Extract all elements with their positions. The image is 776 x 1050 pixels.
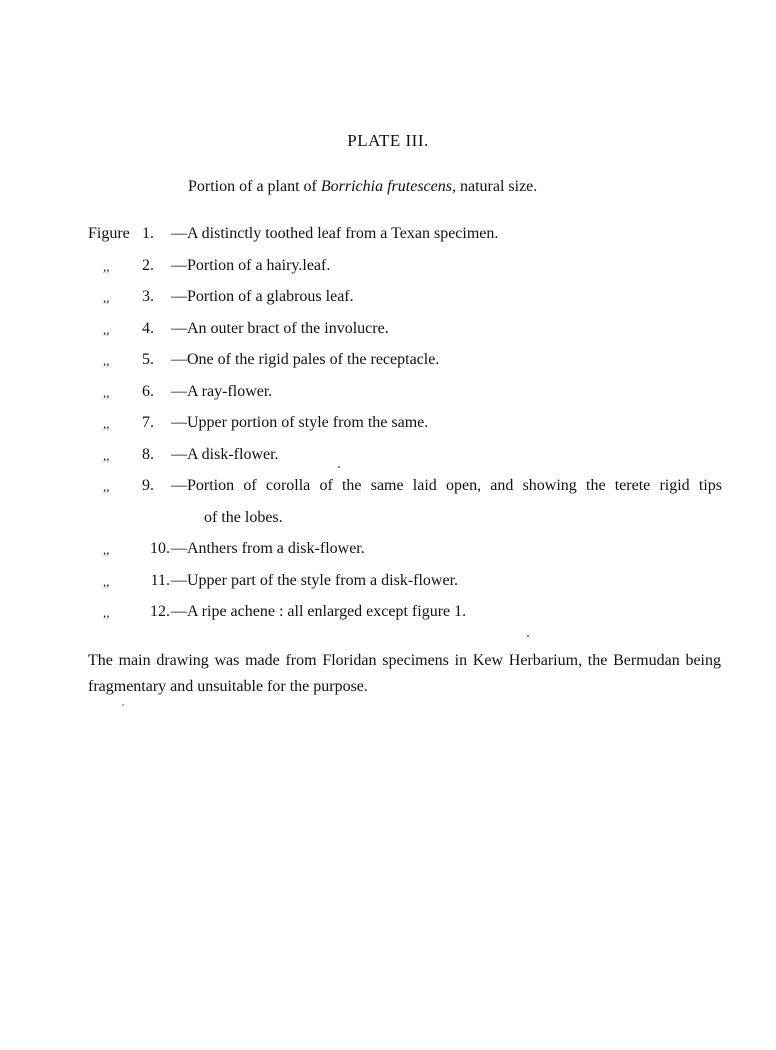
plate-title: PLATE III. [347, 131, 429, 150]
figure-number: 1. [142, 225, 154, 242]
figure-description: —One of the rigid pales of the receptacle. [171, 351, 440, 368]
figure-description: —Upper portion of style from the same. [171, 414, 429, 431]
figure-item-10 [0, 540, 776, 572]
figure-item-5 [0, 351, 776, 383]
figure-description: —A ripe achene : all enlarged except figure 1. [171, 603, 467, 620]
figure-item-4 [0, 320, 776, 352]
figure-lead-label: Figure [88, 225, 130, 242]
figure-number: 7. [142, 414, 154, 431]
figure-item-7 [0, 414, 776, 446]
figure-description: —Portion of a glabrous leaf. [171, 288, 354, 305]
ditto-mark: ,, [103, 321, 110, 337]
ditto-mark: ,, [103, 573, 110, 589]
ditto-mark: ,, [103, 290, 110, 305]
figure-description: —Anthers from a disk-flower. [171, 540, 365, 557]
figure-description: —Portion of a hairy.leaf. [171, 256, 331, 274]
figure-item-2 [0, 257, 776, 289]
ditto-mark: ,, [103, 258, 110, 274]
figure-description: —Upper part of the style from a disk-flower. [171, 571, 459, 589]
figure-item-9-continuation [0, 509, 776, 541]
figure-number: 6. [142, 382, 154, 400]
ditto-mark: ,, [103, 447, 110, 463]
figure-item-6 [0, 383, 776, 415]
figure-description: —A disk-flower. [171, 445, 279, 463]
caption-prefix: Portion of a plant of [188, 178, 321, 195]
ditto-mark: ,, [103, 353, 110, 368]
ditto-mark: ,, [103, 605, 110, 620]
figure-number: 10. [150, 540, 170, 557]
figure-number: 12. [150, 603, 170, 620]
figure-number: 8. [142, 445, 154, 463]
figure-item-9 [0, 477, 776, 509]
figure-list [0, 225, 776, 635]
ditto-mark: ,, [103, 416, 110, 431]
drawing-note-paragraph: The main drawing was made from Floridan specimens in Kew Herbarium, the Bermudan being fragmentary and unsuitable for the purpose. [88, 652, 721, 695]
figure-number: 4. [142, 319, 154, 337]
ditto-mark: ,, [103, 384, 110, 400]
figure-number: 3. [142, 288, 154, 305]
plate-caption [188, 178, 537, 196]
figure-number: 11. [150, 571, 170, 589]
figure-number: 2. [142, 256, 154, 274]
figure-number: 9. [142, 477, 154, 494]
figure-description: —A distinctly toothed leaf from a Texan specimen. [171, 225, 499, 242]
print-speck [527, 635, 529, 637]
figure-description: —An outer bract of the involucre. [171, 319, 389, 337]
print-speck [122, 704, 124, 706]
ditto-mark: ,, [103, 479, 110, 494]
figure-number: 5. [142, 351, 154, 368]
figure-item-11 [0, 572, 776, 604]
figure-item-12 [0, 603, 776, 635]
figure-description: —A ray-flower. [171, 382, 273, 400]
caption-species-name: Borrichia frutescens, [320, 178, 456, 195]
figure-item-3 [0, 288, 776, 320]
ditto-mark: ,, [103, 542, 110, 557]
print-speck [338, 466, 340, 468]
figure-description: —Portion of corolla of the same laid open, and showing the terete rigid tips [171, 477, 722, 494]
figure-description-continuation: of the lobes. [204, 508, 283, 526]
figure-item-8 [0, 446, 776, 478]
caption-suffix: natural size. [455, 178, 538, 195]
figure-item-1 [0, 225, 776, 257]
